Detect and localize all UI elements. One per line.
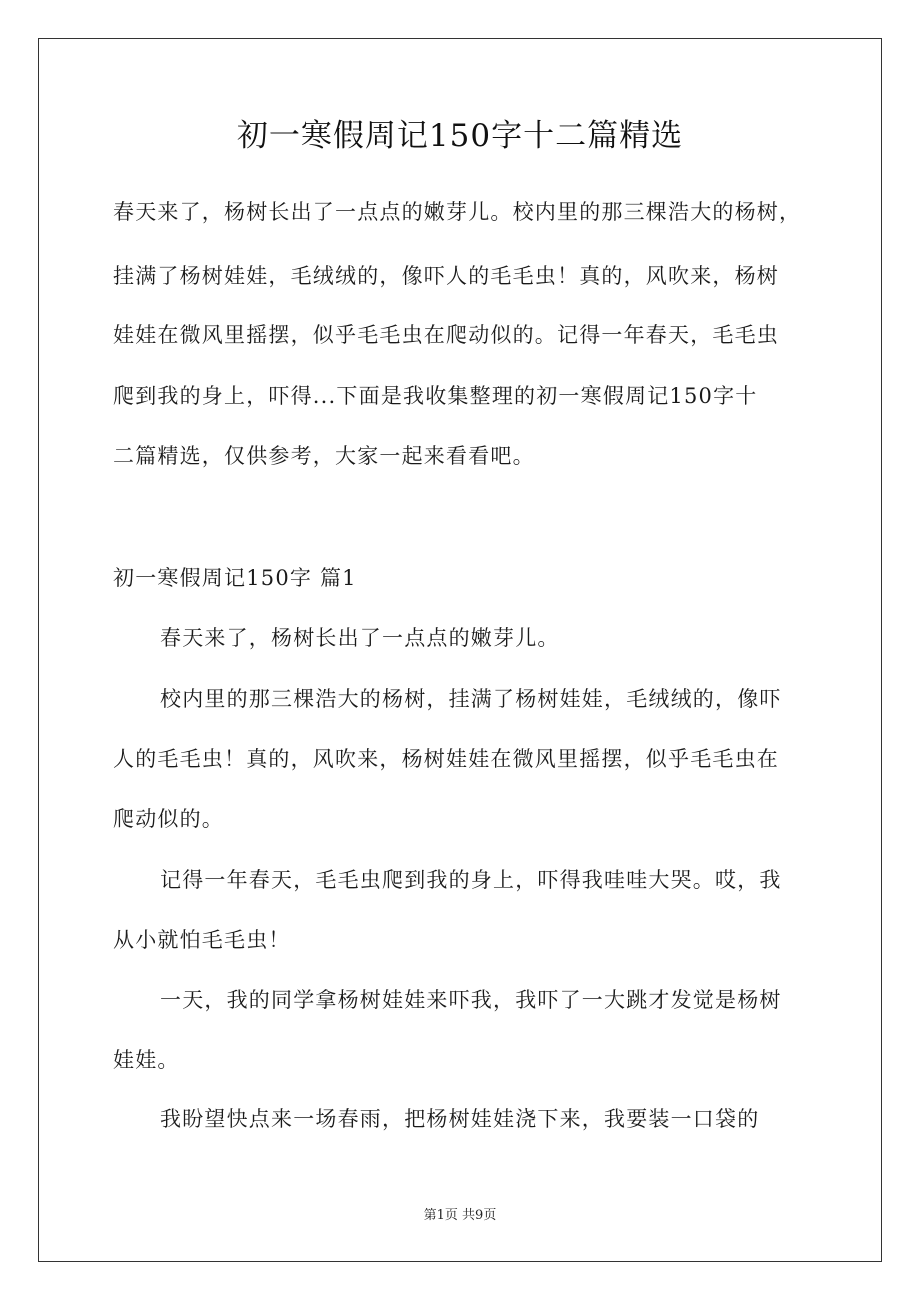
intro-line: 春天来了，杨树长出了一点点的嫩芽儿。校内里的那三棵浩大的杨树， xyxy=(113,200,802,224)
body-paragraph-line: 爬动似的。 xyxy=(113,807,224,831)
body-paragraph-line: 校内里的那三棵浩大的杨树，挂满了杨树娃娃，毛绒绒的，像吓 xyxy=(160,687,782,711)
document-title: 初一寒假周记150字十二篇精选 xyxy=(236,118,684,154)
intro-line: 爬到我的身上，吓得...下面是我收集整理的初一寒假周记150字十 xyxy=(113,384,758,408)
intro-line: 娃娃在微风里摇摆，似乎毛毛虫在爬动似的。记得一年春天，毛毛虫 xyxy=(113,323,779,347)
body-paragraph-line: 记得一年春天，毛毛虫爬到我的身上，吓得我哇哇大哭。哎，我 xyxy=(160,868,782,892)
body-paragraph-line: 春天来了，杨树长出了一点点的嫩芽儿。 xyxy=(160,626,560,650)
body-paragraph-line: 一天，我的同学拿杨树娃娃来吓我，我吓了一大跳才发觉是杨树 xyxy=(160,988,782,1012)
intro-line: 挂满了杨树娃娃，毛绒绒的，像吓人的毛毛虫！真的，风吹来，杨树 xyxy=(113,264,779,288)
body-paragraph-line: 从小就怕毛毛虫！ xyxy=(113,928,291,952)
body-paragraph-line: 我盼望快点来一场春雨，把杨树娃娃浇下来，我要装一口袋的 xyxy=(160,1107,760,1131)
page-footer: 第1页 共9页 xyxy=(423,1208,497,1223)
body-paragraph-line: 娃娃。 xyxy=(113,1048,180,1072)
section-heading: 初一寒假周记150字 篇1 xyxy=(113,566,357,590)
intro-line: 二篇精选，仅供参考，大家一起来看看吧。 xyxy=(113,444,535,468)
body-paragraph-line: 人的毛毛虫！真的，风吹来，杨树娃娃在微风里摇摆，似乎毛毛虫在 xyxy=(113,747,779,771)
